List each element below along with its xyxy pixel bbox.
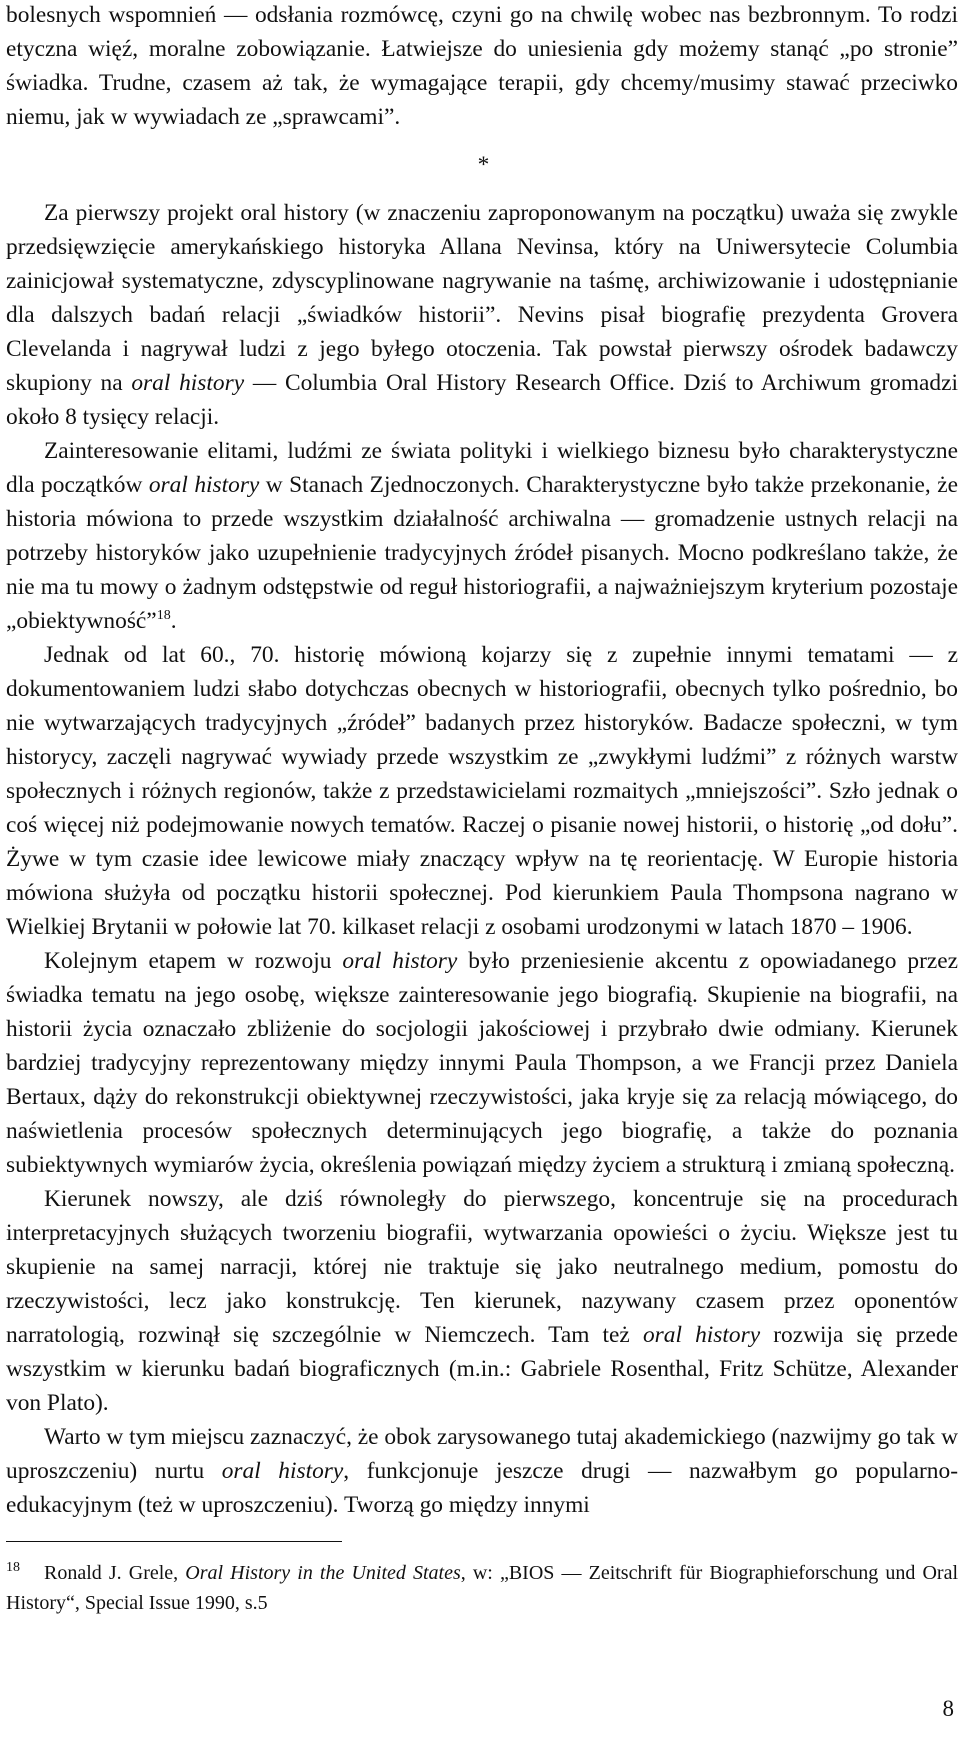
paragraph-1-text-b: — Columbia Oral History Research Office. Dziś to Archiwum gromadzi około 8 tysięcy relacji. xyxy=(6,370,958,430)
paragraph-1 xyxy=(6,196,958,434)
paragraph-6 xyxy=(6,1420,958,1522)
paragraph-3-text: Jednak od lat 60., 70. historię mówioną kojarzy się z zupełnie innymi tematami — z dokumentowaniem ludzi słabo dotychczas obecnych w historiografii, obecnych tylko pośrednio, bo nie wytwarzających tradycyjnych „źródeł” badanych przez historyków. Badacze społeczni, w tym historycy, zaczęli nagrywać wywiady przede wszystkim ze „zwykłymi ludźmi” z różnych warstw społecznych i różnych regionów, także z przedstawicielami rozmaitych „mniejszości”. Szło jednak o coś więcej niż podejmowanie nowych tematów. Raczej o pisanie nowej historii, o historię „od dołu”. Żywe w tym czasie idee lewicowe miały znaczący wpływ na tę reorientację. W Europie historia mówiona służyła od początku historii społecznej. Pod kierunkiem Paula Thompsona nagrano w Wielkiej Brytanii w połowie lat 70. kilkaset relacji z osobami urodzonymi w latach 1870 – 1906. xyxy=(6,642,958,940)
paragraph-2-text-a: Zainteresowanie elitami, ludźmi ze świata polityki i wielkiego biznesu było charakterystyczne dla początków xyxy=(6,438,958,498)
paragraph-2-text-c: . xyxy=(170,608,177,634)
paragraph-4-text-b: było przeniesienie akcentu z opowiadanego przez świadka tematu na jego osobę, większe zainteresowanie jego biografią. Skupienie na biografii, na historii życia oznaczało zbliżenie do socjologii jakościowej i przybrało dwie odmiany. Kierunek bardziej tradycyjny reprezentowany między innymi Paula Thompson, a we Francji przez Daniela Bertaux, dąży do rekonstrukcji obiektywnej rzeczywistości, jaka kryje się za relacją mówiącego, do naświetlenia procesów społecznych determinujących jego biografię, a także do poznania subiektywnych wymiarów życia, określenia powiązań między życiem a strukturą i zmianą społeczną. xyxy=(6,948,959,1178)
document-page xyxy=(6,0,958,1522)
intro-paragraph xyxy=(6,0,958,134)
intro-text: bolesnych wspomnień — odsłania rozmówcę, czyni go na chwilę wobec nas bezbronnym. To rodzi etyczna więź, moralne zobowiązanie. Łatwiejsze do uniesienia gdy możemy stanąć „po stronie” świadka. Trudne, czasem aż tak, że wymagające terapii, gdy chcemy/musimy stawać przeciwko niemu, jak w wywiadach ze „sprawcami”. xyxy=(6,2,958,130)
paragraph-2-text-b: w Stanach Zjednoczonych. Charakterystyczne było także przekonanie, że historia mówiona to przede wszystkim działalność archiwalna — gromadzenie ustnych relacji na potrzeby historyków jako uzupełnienie tradycyjnych źródeł pisanych. Mocno podkreślano także, że nie ma tu mowy o żadnym odstępstwie od reguł historiografii, a najważniejszym kryterium pozostaje „obiektywność” xyxy=(6,472,958,634)
page-number: 8 xyxy=(942,1696,954,1721)
footnote xyxy=(6,1553,958,1618)
paragraph-5-text-b: rozwija się przede wszystkim w kierunku badań biograficznych (m.in.: Gabriele Rosenthal, Fritz Schütze, Alexander von Plato). xyxy=(6,1322,958,1416)
paragraph-4-italic: oral history xyxy=(342,948,458,974)
footnote-text-a: Ronald J. Grele, xyxy=(44,1562,186,1584)
paragraph-6-text-b: , funkcjonuje jeszcze drugi — nazwałbym go popularno-edukacyjnym (też w uproszczeniu). Tworzą go między innymi xyxy=(6,1458,958,1518)
paragraph-1-text-a: Za pierwszy projekt oral history (w znaczeniu zaproponowanym na początku) uważa się zwykle przedsięwzięcie amerykańskiego historyka Allana Nevinsa, który na Uniwersytecie Columbia zainicjował systematyczne, zdyscyplinowane nagrywanie na taśmę, archiwizowanie i udostępnianie dla dalszych badań relacji „świadków historii”. Nevins pisał biografię prezydenta Grovera Clevelanda i nagrywał ludzi z jego byłego otoczenia. Tak powstał pierwszy ośrodek badawczy skupiony na xyxy=(6,200,958,396)
paragraph-4-text-a: Kolejnym etapem w rozwoju xyxy=(44,948,343,974)
paragraph-5 xyxy=(6,1182,958,1420)
footnote-italic-title: Oral History in the United States xyxy=(185,1562,461,1584)
footnote-text-b: , w: „BIOS — Zeitschrift für Biographieforschung und Oral History“, Special Issue 1990, s.5 xyxy=(6,1562,959,1614)
paragraph-2 xyxy=(6,434,958,638)
paragraph-6-italic: oral history xyxy=(221,1458,344,1484)
paragraph-2-italic: oral history xyxy=(148,472,260,498)
paragraph-3 xyxy=(6,638,958,944)
paragraph-5-italic: oral history xyxy=(642,1322,761,1348)
paragraph-5-text-a: Kierunek nowszy, ale dziś równoległy do pierwszego, koncentruje się na procedurach interpretacyjnych służących tworzeniu biografii, wytwarzania opowieści o życiu. Większe jest tu skupienie na samej narracji, której nie traktuje się jako neutralnego medium, pomostu do rzeczywistości, lecz jako konstrukcję. Ten kierunek, nazywany czasem przez oponentów narratologią, rozwinął się szczególnie w Niemczech. Tam też xyxy=(6,1186,958,1348)
footnote-reference[interactable]: 18 xyxy=(156,608,171,623)
section-separator: * xyxy=(477,152,490,178)
footnote-number: 18 xyxy=(6,1560,20,1575)
paragraph-4 xyxy=(6,944,958,1182)
paragraph-1-italic: oral history xyxy=(131,370,245,396)
footnote-rule xyxy=(6,1541,342,1542)
paragraph-6-text-a: Warto w tym miejscu zaznaczyć, że obok zarysowanego tutaj akademickiego (nazwijmy go tak w uproszczeniu) nurtu xyxy=(6,1424,958,1484)
